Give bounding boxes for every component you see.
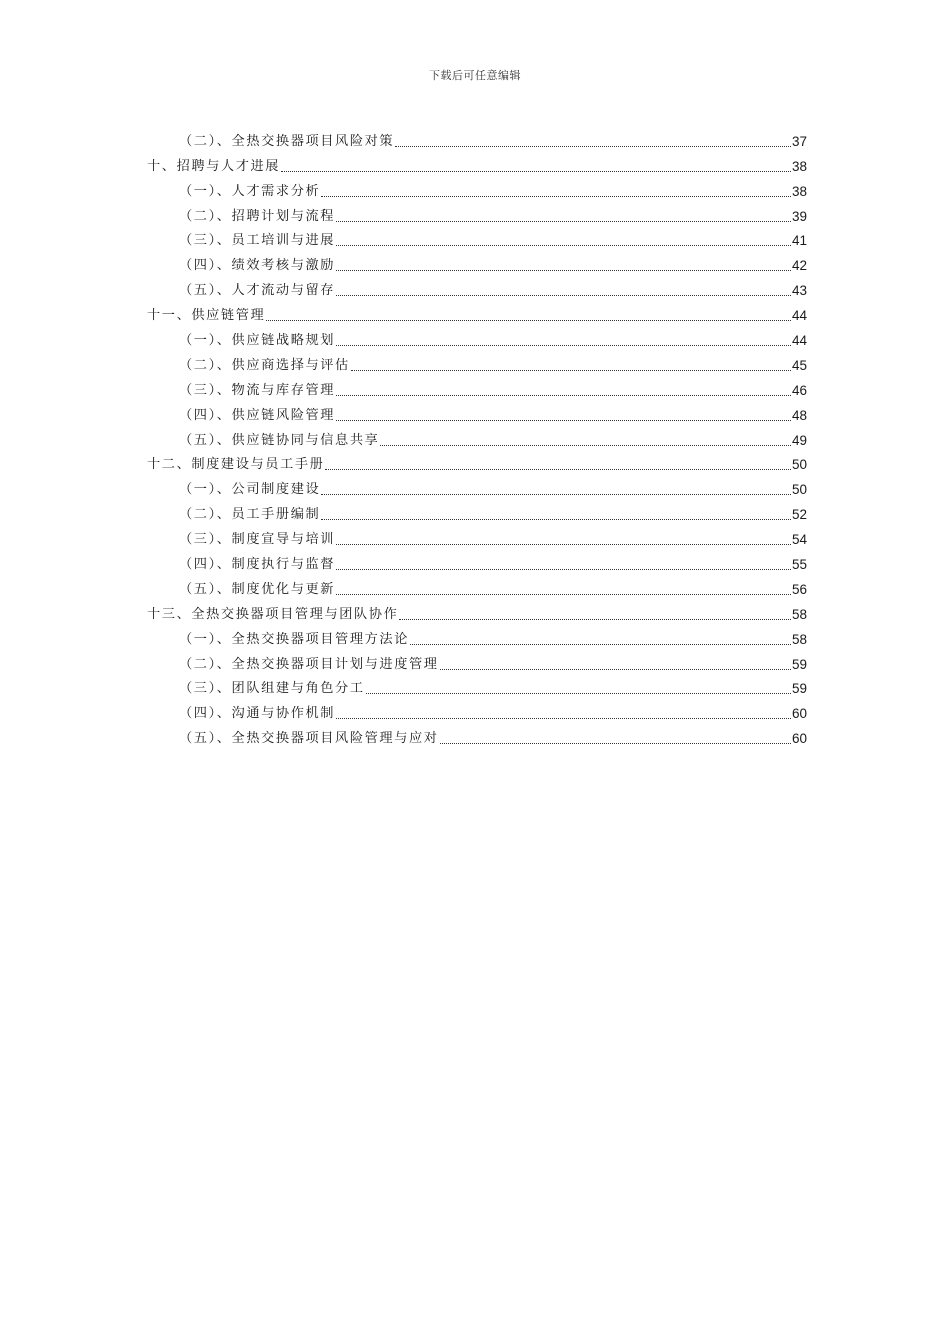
toc-dot-leader (380, 444, 791, 446)
toc-dot-leader (321, 493, 791, 495)
toc-entry-page-number: 60 (791, 706, 807, 722)
toc-chapter-entry[interactable] (147, 599, 807, 624)
toc-entry-page-number: 44 (791, 308, 807, 324)
toc-chapter-entry[interactable] (147, 450, 807, 475)
toc-section-entry[interactable] (147, 126, 807, 151)
toc-entry-title: （五）、人才流动与留存 (179, 283, 336, 299)
toc-entry-title: （二）、供应商选择与评估 (179, 357, 350, 373)
toc-entry-page-number: 44 (791, 333, 807, 349)
toc-section-entry[interactable] (147, 350, 807, 375)
toc-section-entry[interactable] (147, 425, 807, 450)
toc-section-entry[interactable] (147, 624, 807, 649)
toc-dot-leader (336, 717, 791, 719)
toc-entry-page-number: 55 (791, 557, 807, 573)
toc-section-entry[interactable] (147, 201, 807, 226)
toc-section-entry[interactable] (147, 574, 807, 599)
toc-entry-title: 十二、制度建设与员工手册 (147, 457, 325, 473)
toc-dot-leader (325, 468, 791, 470)
toc-entry-title: （五）、供应链协同与信息共享 (179, 432, 380, 448)
toc-chapter-entry[interactable] (147, 300, 807, 325)
toc-entry-page-number: 54 (791, 532, 807, 548)
toc-entry-title: （四）、供应链风险管理 (179, 407, 336, 423)
toc-entry-title: （三）、团队组建与角色分工 (179, 681, 365, 697)
toc-entry-title: （二）、全热交换器项目计划与进度管理 (179, 656, 439, 672)
toc-dot-leader (351, 369, 791, 371)
toc-dot-leader (321, 518, 791, 520)
toc-section-entry[interactable] (147, 176, 807, 201)
toc-entry-title: （三）、物流与库存管理 (179, 382, 336, 398)
toc-entry-title: （四）、制度执行与监督 (179, 557, 336, 573)
toc-entry-page-number: 59 (791, 656, 807, 672)
toc-section-entry[interactable] (147, 524, 807, 549)
toc-section-entry[interactable] (147, 275, 807, 300)
toc-dot-leader (336, 244, 791, 246)
toc-dot-leader (336, 419, 791, 421)
toc-dot-leader (281, 170, 791, 172)
toc-entry-title: （一）、公司制度建设 (179, 482, 321, 498)
toc-entry-page-number: 58 (791, 631, 807, 647)
toc-entry-title: （一）、全热交换器项目管理方法论 (179, 631, 409, 647)
toc-section-entry[interactable] (147, 400, 807, 425)
toc-dot-leader (266, 319, 791, 321)
toc-entry-page-number: 37 (791, 133, 807, 149)
toc-entry-title: （二）、全热交换器项目风险对策 (179, 133, 395, 149)
toc-entry-page-number: 41 (791, 233, 807, 249)
toc-entry-title: （五）、制度优化与更新 (179, 581, 336, 597)
toc-entry-page-number: 42 (791, 258, 807, 274)
toc-entry-title: （一）、人才需求分析 (179, 183, 321, 199)
toc-section-entry[interactable] (147, 723, 807, 748)
toc-dot-leader (336, 394, 791, 396)
toc-entry-page-number: 45 (791, 357, 807, 373)
toc-dot-leader (395, 145, 791, 147)
toc-section-entry[interactable] (147, 474, 807, 499)
toc-entry-title: （四）、沟通与协作机制 (179, 706, 336, 722)
toc-dot-leader (336, 593, 791, 595)
toc-dot-leader (336, 543, 791, 545)
toc-dot-leader (336, 220, 791, 222)
toc-section-entry[interactable] (147, 698, 807, 723)
toc-section-entry[interactable] (147, 250, 807, 275)
toc-entry-title: （二）、员工手册编制 (179, 507, 321, 523)
toc-entry-title: （五）、全热交换器项目风险管理与应对 (179, 731, 439, 747)
toc-entry-page-number: 59 (791, 681, 807, 697)
toc-entry-title: （三）、制度宣导与培训 (179, 532, 336, 548)
toc-entry-page-number: 49 (791, 432, 807, 448)
toc-dot-leader (366, 692, 791, 694)
page-header: 下载后可任意编辑 (429, 69, 521, 82)
toc-entry-page-number: 43 (791, 283, 807, 299)
toc-entry-page-number: 58 (791, 606, 807, 622)
toc-entry-title: （三）、员工培训与进展 (179, 233, 336, 249)
toc-entry-page-number: 38 (791, 158, 807, 174)
table-of-contents (147, 126, 807, 748)
toc-dot-leader (440, 668, 791, 670)
toc-section-entry[interactable] (147, 325, 807, 350)
toc-section-entry[interactable] (147, 649, 807, 674)
toc-entry-page-number: 60 (791, 731, 807, 747)
toc-dot-leader (336, 344, 791, 346)
toc-entry-title: （二）、招聘计划与流程 (179, 208, 336, 224)
toc-entry-page-number: 38 (791, 183, 807, 199)
toc-dot-leader (440, 742, 791, 744)
toc-entry-title: （一）、供应链战略规划 (179, 333, 336, 349)
toc-entry-title: 十、招聘与人才进展 (147, 158, 281, 174)
toc-entry-page-number: 50 (791, 457, 807, 473)
toc-section-entry[interactable] (147, 226, 807, 251)
toc-entry-title: （四）、绩效考核与激励 (179, 258, 336, 274)
toc-entry-page-number: 48 (791, 407, 807, 423)
toc-dot-leader (336, 269, 791, 271)
toc-section-entry[interactable] (147, 674, 807, 699)
toc-entry-page-number: 56 (791, 581, 807, 597)
toc-entry-page-number: 46 (791, 382, 807, 398)
toc-section-entry[interactable] (147, 549, 807, 574)
toc-entry-title: 十一、供应链管理 (147, 308, 266, 324)
toc-dot-leader (399, 618, 791, 620)
toc-dot-leader (336, 568, 791, 570)
toc-entry-title: 十三、全热交换器项目管理与团队协作 (147, 606, 399, 622)
toc-entry-page-number: 50 (791, 482, 807, 498)
toc-chapter-entry[interactable] (147, 151, 807, 176)
toc-dot-leader (321, 195, 791, 197)
toc-entry-page-number: 39 (791, 208, 807, 224)
toc-section-entry[interactable] (147, 375, 807, 400)
toc-entry-page-number: 52 (791, 507, 807, 523)
toc-dot-leader (410, 643, 791, 645)
toc-dot-leader (336, 294, 791, 296)
toc-section-entry[interactable] (147, 499, 807, 524)
